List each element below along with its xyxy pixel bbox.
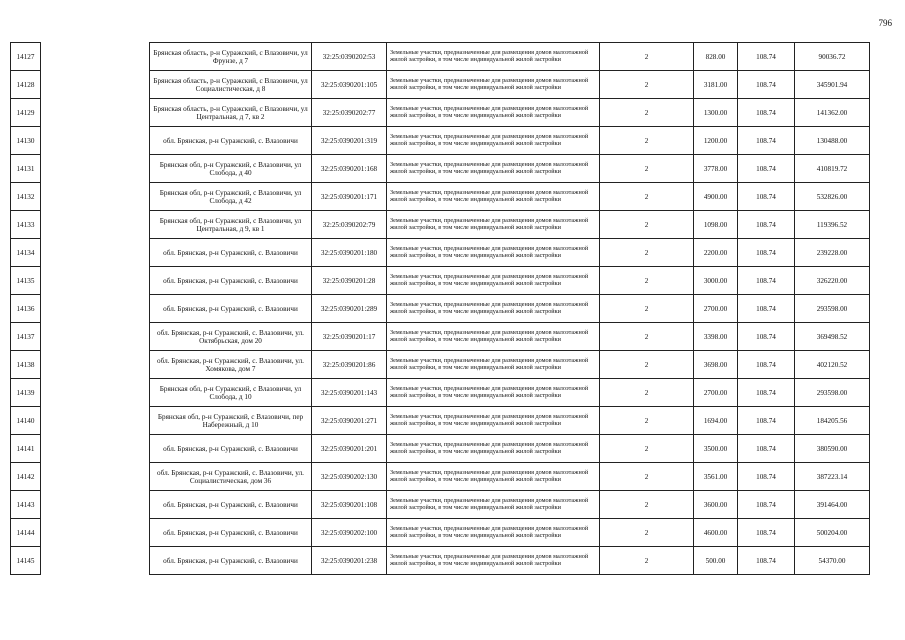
empty-gap-cell: [41, 99, 150, 127]
cadastral-value-cell: 239228.00: [795, 239, 870, 267]
cadastral-value-cell: 90036.72: [795, 43, 870, 71]
row-id-cell: 14128: [11, 71, 41, 99]
empty-gap-cell: [41, 379, 150, 407]
rate-cell: 108.74: [738, 295, 795, 323]
row-id-cell: 14140: [11, 407, 41, 435]
address-cell: Брянская область, р-н Суражский, с Влазовичи, ул Центральная, д 7, кв 2: [150, 99, 312, 127]
address-cell: обл. Брянская, р-н Суражский, с. Влазовичи: [150, 519, 312, 547]
table-row: [11, 239, 870, 267]
area-cell: 3778.00: [694, 155, 738, 183]
rate-cell: 108.74: [738, 547, 795, 575]
empty-gap-cell: [41, 43, 150, 71]
empty-gap-cell: [41, 435, 150, 463]
area-cell: 1300.00: [694, 99, 738, 127]
cadastral-number-cell: 32:25:0390201:201: [312, 435, 387, 463]
category-cell: 2: [600, 71, 694, 99]
row-id-cell: 14141: [11, 435, 41, 463]
category-cell: 2: [600, 295, 694, 323]
category-cell: 2: [600, 407, 694, 435]
cadastral-number-cell: 32:25:0390201:17: [312, 323, 387, 351]
land-use-purpose-cell: Земельные участки, предназначенные для размещения домов малоэтажной жилой застройки, в том числе индивидуальной жилой застройки: [387, 295, 600, 323]
empty-gap-cell: [41, 155, 150, 183]
area-cell: 3398.00: [694, 323, 738, 351]
category-cell: 2: [600, 351, 694, 379]
empty-gap-cell: [41, 323, 150, 351]
rate-cell: 108.74: [738, 323, 795, 351]
rate-cell: 108.74: [738, 155, 795, 183]
page-number: 796: [878, 18, 892, 28]
table-row: [11, 155, 870, 183]
area-cell: 3600.00: [694, 491, 738, 519]
cadastral-value-cell: 119396.52: [795, 211, 870, 239]
category-cell: 2: [600, 267, 694, 295]
cadastral-number-cell: 32:25:0390202:77: [312, 99, 387, 127]
address-cell: обл. Брянская, р-н Суражский, с. Влазовичи, ул. Хомякова, дом 7: [150, 351, 312, 379]
address-cell: Брянская область, р-н Суражский, с Влазовичи, ул Социалистическая, д 8: [150, 71, 312, 99]
cadastral-number-cell: 32:25:0390201:171: [312, 183, 387, 211]
land-use-purpose-cell: Земельные участки, предназначенные для размещения домов малоэтажной жилой застройки, в том числе индивидуальной жилой застройки: [387, 435, 600, 463]
rate-cell: 108.74: [738, 239, 795, 267]
empty-gap-cell: [41, 211, 150, 239]
land-use-purpose-cell: Земельные участки, предназначенные для размещения домов малоэтажной жилой застройки, в том числе индивидуальной жилой застройки: [387, 183, 600, 211]
address-cell: Брянская обл, р-н Суражский, с Влазовичи, ул Слобода, д 40: [150, 155, 312, 183]
category-cell: 2: [600, 547, 694, 575]
cadastral-number-cell: 32:25:0390201:105: [312, 71, 387, 99]
row-id-cell: 14127: [11, 43, 41, 71]
empty-gap-cell: [41, 71, 150, 99]
cadastral-number-cell: 32:25:0390202:79: [312, 211, 387, 239]
row-id-cell: 14139: [11, 379, 41, 407]
table-row: [11, 295, 870, 323]
address-cell: Брянская обл, р-н Суражский, с Влазовичи, ул Слобода, д 42: [150, 183, 312, 211]
category-cell: 2: [600, 491, 694, 519]
table-row: [11, 183, 870, 211]
area-cell: 500.00: [694, 547, 738, 575]
cadastral-number-cell: 32:25:0390201:108: [312, 491, 387, 519]
category-cell: 2: [600, 435, 694, 463]
cadastral-value-cell: 380590.00: [795, 435, 870, 463]
address-cell: Брянская область, р-н Суражский, с Влазовичи, ул Фрунзе, д 7: [150, 43, 312, 71]
row-id-cell: 14137: [11, 323, 41, 351]
area-cell: 3698.00: [694, 351, 738, 379]
cadastral-number-cell: 32:25:0390202:130: [312, 463, 387, 491]
rate-cell: 108.74: [738, 435, 795, 463]
area-cell: 3561.00: [694, 463, 738, 491]
cadastral-value-cell: 293598.00: [795, 379, 870, 407]
table-row: [11, 267, 870, 295]
area-cell: 4900.00: [694, 183, 738, 211]
area-cell: 2200.00: [694, 239, 738, 267]
empty-gap-cell: [41, 547, 150, 575]
table-row: [11, 407, 870, 435]
cadastral-number-cell: 32:25:0390201:271: [312, 407, 387, 435]
land-use-purpose-cell: Земельные участки, предназначенные для размещения домов малоэтажной жилой застройки, в том числе индивидуальной жилой застройки: [387, 127, 600, 155]
rate-cell: 108.74: [738, 463, 795, 491]
rate-cell: 108.74: [738, 71, 795, 99]
empty-gap-cell: [41, 239, 150, 267]
cadastral-number-cell: 32:25:0390201:86: [312, 351, 387, 379]
rate-cell: 108.74: [738, 379, 795, 407]
cadastral-value-cell: 326220.00: [795, 267, 870, 295]
cadastral-value-cell: 532826.00: [795, 183, 870, 211]
address-cell: обл. Брянская, р-н Суражский, с. Влазовичи: [150, 491, 312, 519]
area-cell: 2700.00: [694, 379, 738, 407]
row-id-cell: 14131: [11, 155, 41, 183]
row-id-cell: 14134: [11, 239, 41, 267]
cadastral-value-cell: 402120.52: [795, 351, 870, 379]
cadastral-number-cell: 32:25:0390201:143: [312, 379, 387, 407]
land-use-purpose-cell: Земельные участки, предназначенные для размещения домов малоэтажной жилой застройки, в том числе индивидуальной жилой застройки: [387, 323, 600, 351]
area-cell: 3500.00: [694, 435, 738, 463]
empty-gap-cell: [41, 407, 150, 435]
category-cell: 2: [600, 99, 694, 127]
land-use-purpose-cell: Земельные участки, предназначенные для размещения домов малоэтажной жилой застройки, в том числе индивидуальной жилой застройки: [387, 43, 600, 71]
cadastral-number-cell: 32:25:0390201:289: [312, 295, 387, 323]
rate-cell: 108.74: [738, 407, 795, 435]
category-cell: 2: [600, 463, 694, 491]
rate-cell: 108.74: [738, 127, 795, 155]
area-cell: 4600.00: [694, 519, 738, 547]
land-use-purpose-cell: Земельные участки, предназначенные для размещения домов малоэтажной жилой застройки, в том числе индивидуальной жилой застройки: [387, 463, 600, 491]
empty-gap-cell: [41, 463, 150, 491]
area-cell: 2700.00: [694, 295, 738, 323]
land-use-purpose-cell: Земельные участки, предназначенные для размещения домов малоэтажной жилой застройки, в том числе индивидуальной жилой застройки: [387, 267, 600, 295]
cadastral-number-cell: 32:25:0390201:168: [312, 155, 387, 183]
cadastral-number-cell: 32:25:0390202:53: [312, 43, 387, 71]
table-row: [11, 351, 870, 379]
land-use-purpose-cell: Земельные участки, предназначенные для размещения домов малоэтажной жилой застройки, в том числе индивидуальной жилой застройки: [387, 407, 600, 435]
land-use-purpose-cell: Земельные участки, предназначенные для размещения домов малоэтажной жилой застройки, в том числе индивидуальной жилой застройки: [387, 491, 600, 519]
row-id-cell: 14132: [11, 183, 41, 211]
land-use-purpose-cell: Земельные участки, предназначенные для размещения домов малоэтажной жилой застройки, в том числе индивидуальной жилой застройки: [387, 99, 600, 127]
rate-cell: 108.74: [738, 99, 795, 127]
rate-cell: 108.74: [738, 43, 795, 71]
land-use-purpose-cell: Земельные участки, предназначенные для размещения домов малоэтажной жилой застройки, в том числе индивидуальной жилой застройки: [387, 239, 600, 267]
row-id-cell: 14133: [11, 211, 41, 239]
cadastral-value-cell: 410819.72: [795, 155, 870, 183]
address-cell: обл. Брянская, р-н Суражский, с. Влазовичи: [150, 127, 312, 155]
table-row: [11, 99, 870, 127]
rate-cell: 108.74: [738, 267, 795, 295]
table-row: [11, 463, 870, 491]
empty-gap-cell: [41, 127, 150, 155]
row-id-cell: 14138: [11, 351, 41, 379]
cadastral-value-cell: 391464.00: [795, 491, 870, 519]
row-id-cell: 14142: [11, 463, 41, 491]
table-row: [11, 491, 870, 519]
rate-cell: 108.74: [738, 351, 795, 379]
category-cell: 2: [600, 239, 694, 267]
cadastral-value-cell: 293598.00: [795, 295, 870, 323]
cadastral-number-cell: 32:25:0390201:238: [312, 547, 387, 575]
land-use-purpose-cell: Земельные участки, предназначенные для размещения домов малоэтажной жилой застройки, в том числе индивидуальной жилой застройки: [387, 155, 600, 183]
cadastral-value-cell: 369498.52: [795, 323, 870, 351]
row-id-cell: 14130: [11, 127, 41, 155]
cadastral-value-cell: 345901.94: [795, 71, 870, 99]
category-cell: 2: [600, 379, 694, 407]
empty-gap-cell: [41, 351, 150, 379]
table-row: [11, 323, 870, 351]
address-cell: Брянская обл, р-н Суражский, с Влазовичи, ул Центральная, д 9, кв 1: [150, 211, 312, 239]
table-row: [11, 211, 870, 239]
row-id-cell: 14145: [11, 547, 41, 575]
area-cell: 1098.00: [694, 211, 738, 239]
address-cell: обл. Брянская, р-н Суражский, с. Влазовичи: [150, 239, 312, 267]
cadastral-number-cell: 32:25:0390201:180: [312, 239, 387, 267]
category-cell: 2: [600, 519, 694, 547]
land-use-purpose-cell: Земельные участки, предназначенные для размещения домов малоэтажной жилой застройки, в том числе индивидуальной жилой застройки: [387, 547, 600, 575]
category-cell: 2: [600, 127, 694, 155]
table-row: [11, 127, 870, 155]
land-use-purpose-cell: Земельные участки, предназначенные для размещения домов малоэтажной жилой застройки, в том числе индивидуальной жилой застройки: [387, 71, 600, 99]
land-use-purpose-cell: Земельные участки, предназначенные для размещения домов малоэтажной жилой застройки, в том числе индивидуальной жилой застройки: [387, 351, 600, 379]
address-cell: обл. Брянская, р-н Суражский, с. Влазовичи: [150, 435, 312, 463]
empty-gap-cell: [41, 183, 150, 211]
area-cell: 828.00: [694, 43, 738, 71]
address-cell: обл. Брянская, р-н Суражский, с. Влазовичи: [150, 547, 312, 575]
land-use-purpose-cell: Земельные участки, предназначенные для размещения домов малоэтажной жилой застройки, в том числе индивидуальной жилой застройки: [387, 379, 600, 407]
land-use-purpose-cell: Земельные участки, предназначенные для размещения домов малоэтажной жилой застройки, в том числе индивидуальной жилой застройки: [387, 211, 600, 239]
rate-cell: 108.74: [738, 183, 795, 211]
cadastral-number-cell: 32:25:0390202:100: [312, 519, 387, 547]
category-cell: 2: [600, 323, 694, 351]
row-id-cell: 14136: [11, 295, 41, 323]
empty-gap-cell: [41, 519, 150, 547]
address-cell: Брянская обл, р-н Суражский, с Влазовичи, ул Слобода, д 10: [150, 379, 312, 407]
table-row: [11, 547, 870, 575]
category-cell: 2: [600, 43, 694, 71]
cadastral-value-cell: 184205.56: [795, 407, 870, 435]
table-row: [11, 379, 870, 407]
cadastral-value-cell: 500204.00: [795, 519, 870, 547]
address-cell: обл. Брянская, р-н Суражский, с. Влазовичи: [150, 267, 312, 295]
category-cell: 2: [600, 183, 694, 211]
cadastral-value-cell: 54370.00: [795, 547, 870, 575]
table-body: [11, 43, 870, 575]
category-cell: 2: [600, 211, 694, 239]
cadastral-value-cell: 141362.00: [795, 99, 870, 127]
cadastral-number-cell: 32:25:0390201:319: [312, 127, 387, 155]
rate-cell: 108.74: [738, 491, 795, 519]
cadastral-value-table: [10, 42, 870, 575]
area-cell: 1694.00: [694, 407, 738, 435]
empty-gap-cell: [41, 267, 150, 295]
row-id-cell: 14143: [11, 491, 41, 519]
row-id-cell: 14144: [11, 519, 41, 547]
empty-gap-cell: [41, 491, 150, 519]
cadastral-value-cell: 387223.14: [795, 463, 870, 491]
table-row: [11, 435, 870, 463]
rate-cell: 108.74: [738, 211, 795, 239]
table-row: [11, 43, 870, 71]
table-row: [11, 71, 870, 99]
address-cell: обл. Брянская, р-н Суражский, с. Влазовичи: [150, 295, 312, 323]
category-cell: 2: [600, 155, 694, 183]
address-cell: обл. Брянская, р-н Суражский, с. Влазовичи, ул. Октябрьская, дом 20: [150, 323, 312, 351]
row-id-cell: 14129: [11, 99, 41, 127]
land-use-purpose-cell: Земельные участки, предназначенные для размещения домов малоэтажной жилой застройки, в том числе индивидуальной жилой застройки: [387, 519, 600, 547]
row-id-cell: 14135: [11, 267, 41, 295]
cadastral-number-cell: 32:25:0390201:28: [312, 267, 387, 295]
address-cell: Брянская обл, р-н Суражский, с Влазовичи, пер Набережный, д 10: [150, 407, 312, 435]
table-row: [11, 519, 870, 547]
empty-gap-cell: [41, 295, 150, 323]
cadastral-value-cell: 130488.00: [795, 127, 870, 155]
area-cell: 3181.00: [694, 71, 738, 99]
rate-cell: 108.74: [738, 519, 795, 547]
area-cell: 1200.00: [694, 127, 738, 155]
area-cell: 3000.00: [694, 267, 738, 295]
address-cell: обл. Брянская, р-н Суражский, с. Влазовичи, ул. Социалистическая, дом 36: [150, 463, 312, 491]
